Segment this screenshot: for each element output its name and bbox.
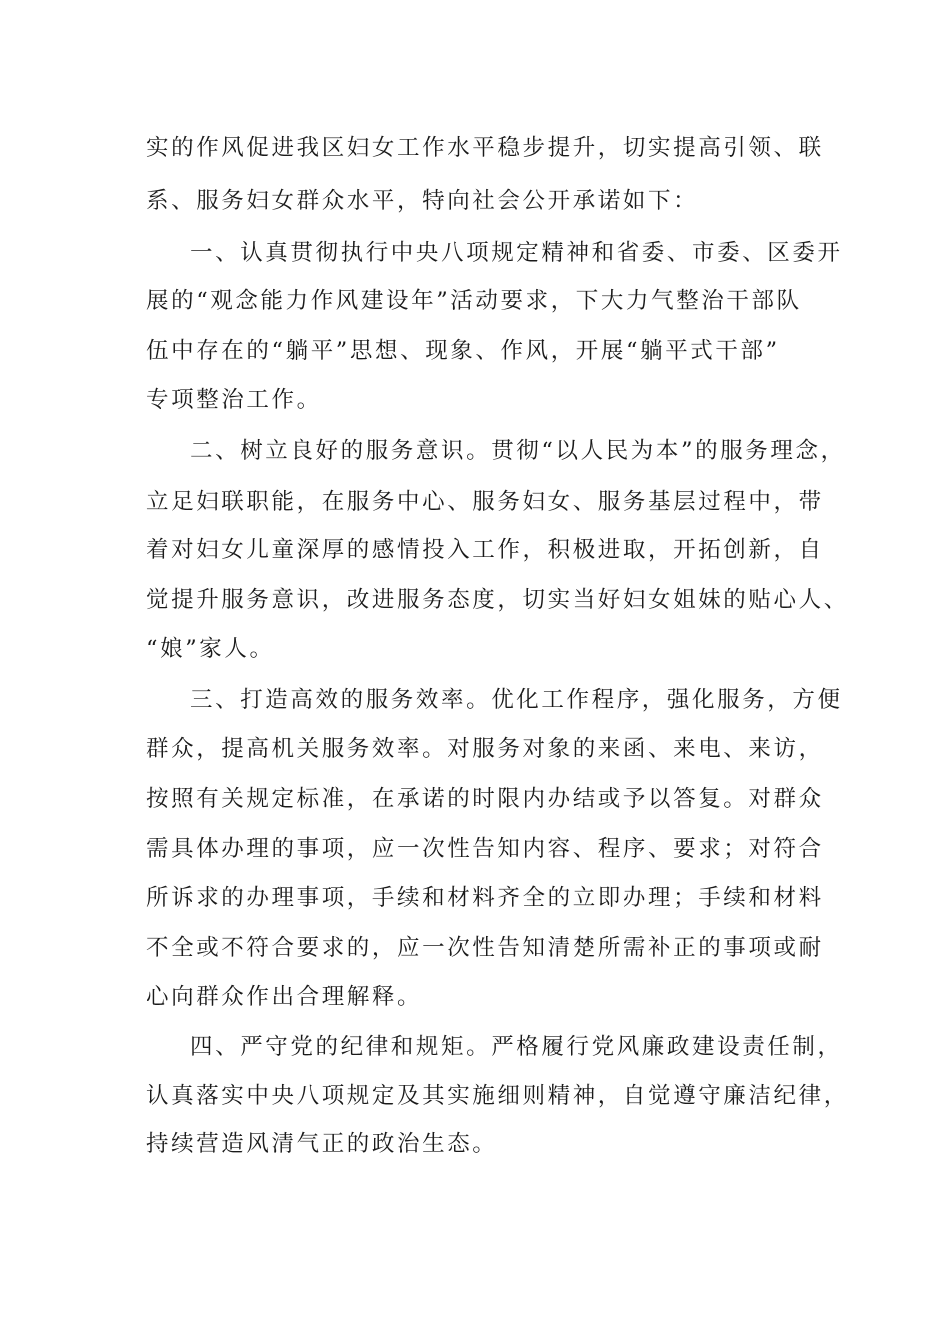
paragraph-2-start: 二、树立良好的服务意识。贯彻“以人民为本”的服务理念， [190, 438, 846, 464]
text-line: 专项整治工作。 [146, 387, 322, 413]
text-line: 认真落实中央八项规定及其实施细则精神，自觉遵守廉洁纪律， [146, 1083, 849, 1109]
text-line: 需具体办理的事项，应一次性告知内容、程序、要求；对符合 [146, 836, 824, 862]
text-line: 着对妇女儿童深厚的感情投入工作，积极进取，开拓创新，自 [146, 537, 824, 563]
text-line: 持续营造风清气正的政治生态。 [146, 1131, 498, 1157]
text-line: 按照有关规定标准，在承诺的时限内办结或予以答复。对群众 [146, 786, 824, 812]
paragraph-3-start: 三、打造高效的服务效率。优化工作程序，强化服务，方便 [190, 687, 843, 713]
text-line: 心向群众作出合理解释。 [146, 984, 423, 1010]
text-line: 展的“观念能力作风建设年”活动要求，下大力气整治干部队 [146, 288, 802, 314]
paragraph-4-start: 四、严守党的纪律和规矩。严格履行党风廉政建设责任制， [190, 1034, 843, 1060]
paragraph-1-start: 一、认真贯彻执行中央八项规定精神和省委、市委、区委开 [190, 240, 843, 266]
text-line: 不全或不符合要求的，应一次性告知清楚所需补正的事项或耐 [146, 935, 824, 961]
text-line: 实的作风促进我区妇女工作水平稳步提升，切实提高引领、联 [146, 135, 824, 161]
text-line: 所诉求的办理事项，手续和材料齐全的立即办理；手续和材料 [146, 885, 824, 911]
text-line: 觉提升服务意识，改进服务态度，切实当好妇女姐妹的贴心人、 [146, 587, 849, 613]
text-line: 立足妇联职能，在服务中心、服务妇女、服务基层过程中，带 [146, 489, 824, 515]
text-line: “娘”家人。 [146, 636, 275, 662]
text-line: 伍中存在的“躺平”思想、现象、作风，开展“躺平式干部” [146, 338, 780, 364]
text-line: 系、服务妇女群众水平，特向社会公开承诺如下： [146, 188, 699, 214]
text-line: 群众，提高机关服务效率。对服务对象的来函、来电、来访， [146, 736, 824, 762]
